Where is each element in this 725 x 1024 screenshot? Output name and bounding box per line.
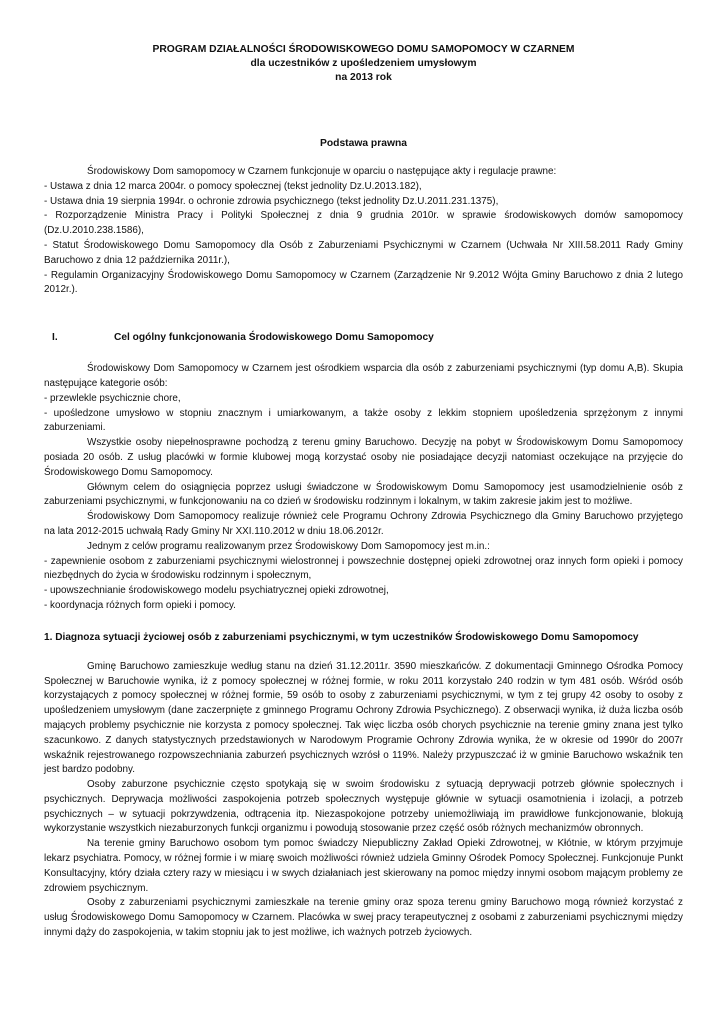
paragraph: Jednym z celów programu realizowanym przez Środowiskowy Dom Samopomocy jest m.in.: [87,540,490,552]
legal-basis-item: - Statut Środowiskowego Domu Samopomocy dla Osób z Zaburzeniami Psychicznymi w Czarnem (Uchwała Nr XIII.58.2011 Rady Gminy Baruchowo z dnia 12 października 2011r.), [44,239,683,266]
goal-item: - koordynacja różnych form opieki i pomocy. [44,599,236,611]
goal-item: - zapewnienie osobom z zaburzeniami psychicznymi wielostronnej i powszechnie dostępnej opieki zdrowotnej oraz innych form opieki i pomocy niezbędnych do życia w środowisku rodzinnym i społecznym, [44,555,683,582]
legal-basis-heading: Podstawa prawna [320,138,407,149]
paragraph: Na terenie gminy Baruchowo osobom tym pomoc świadczy Niepubliczny Zakład Opieki Zdrowotnej, w Kłótnie, w którym przyjmuje lekarz psychiatra. Pomocy, w różnej formie i w miarę swoich możliwości również udziela Gminny Ośrodek Pomocy Społecznej. Funkcjonuje Punkt Konsultacyjny, który działa cztery razy w miesiącu i w swych działaniach jest skierowany na pomoc między innymi osobom mającym problemy ze zdrowiem psychicznym. [44,838,683,894]
section-number: I. [52,332,58,344]
goal-item: - upowszechnianie środowiskowego modelu psychiatrycznej opieki zdrowotnej, [44,585,389,597]
legal-basis-item: - Ustawa z dnia 12 marca 2004r. o pomocy społecznej (tekst jednolity Dz.U.2013.182), [44,180,422,192]
category-item: - przewlekle psychicznie chore, [44,392,181,404]
section-title: Cel ogólny funkcjonowania Środowiskowego Domu Samopomocy [114,332,434,344]
document-title: PROGRAM DZIAŁALNOŚCI ŚRODOWISKOWEGO DOMU SAMOPOMOCY W CZARNEM [152,44,575,55]
section-heading-general-goal [44,332,683,343]
legal-basis-intro: Środowiskowy Dom samopomocy w Czarnem funkcjonuje w oparciu o następujące akty i regulacje prawne: [87,166,557,177]
diagnosis-section [44,660,683,941]
category-item: - upośledzone umysłowo w stopniu znacznym i umiarkowanym, a także osoby z lekkim stopniem upośledzenia sprzężonym z innymi zaburzeniami. [44,407,683,434]
section-heading-diagnosis: 1. Diagnoza sytuacji życiowej osób z zaburzeniami psychicznymi, w tym uczestników Środowiskowego Domu Samopomocy [44,631,639,643]
legal-basis-item: - Ustawa dnia 19 sierpnia 1994r. o ochronie zdrowia psychicznego (tekst jednolity Dz.U.2011.231.1375), [44,195,499,207]
document-year: na 2013 rok [335,72,392,83]
legal-basis-item: - Rozporządzenie Ministra Pracy i Polityki Społecznej z dnia 9 grudnia 2010r. w sprawie środowiskowych domów samopomocy (Dz.U.2010.238.1586), [44,210,683,237]
legal-basis-item: - Regulamin Organizacyjny Środowiskowego Domu Samopomocy w Czarnem (Zarządzenie Nr 9.2012 Wójta Gminy Baruchowo z dnia 2 lutego 2012r.). [44,269,683,296]
general-goal-section [44,362,683,614]
paragraph: Gminę Baruchowo zamieszkuje według stanu na dzień 31.12.2011r. 3590 mieszkańców. Z dokumentacji Gminnego Ośrodka Pomocy Społecznej w Baruchowie wynika, iż z pomocy społecznej w różnej formie, w roku 2011 korzystało 240 rodzin w tym 481 osób. Wśród osób korzystających z pomocy społecznej w różnej formie, 59 osób to osoby z zaburzeniami psychicznymi, w tym z tej grupy 42 osoby to osoby z upośledzeniem umysłowym (dane zaczerpnięte z gminnego Programu Ochrony Zdrowia Psychicznego). Z obserwacji wynika, iż duża liczba osób mających problemy psychicznie nie korzysta z pomocy społecznej. Tak więc liczba osób chorych psychicznie na terenie gminy znana jest tylko szacunkowo. Z danych statystycznych przedstawionych w Narodowym Programie Ochrony Zdrowia wynika, że w okresie od 1990r do 2007r wskaźnik rejestrowanego rozpowszechniania zaburzeń psychicznych wzrósł o 119%. Należy przypuszczać iż w gminie Baruchowo wskaźnik ten jest bardzo podobny. [44,660,683,776]
paragraph: Wszystkie osoby niepełnosprawne pochodzą z terenu gminy Baruchowo. Decyzję na pobyt w Środowiskowym Domu Samopomocy posiada 20 osób. Z usług placówki w formie klubowej mogą korzystać osoby nie posiadające decyzji natomiast oczekujące na przyjęcie do Środowiskowego Domu Samopomocy. [44,437,683,478]
legal-basis-section [44,165,683,298]
paragraph: Środowiskowy Dom Samopomocy w Czarnem jest ośrodkiem wsparcia dla osób z zaburzeniami psychicznymi (typ domu A,B). Skupia następujące kategorie osób: [44,363,683,389]
document-header [44,43,683,85]
paragraph: Środowiskowy Dom Samopomocy realizuje również cele Programu Ochrony Zdrowia Psychicznego dla Gminy Baruchowo przyjętego na lata 2012-2015 uchwałą Rady Gminy Nr XXI.110.2012 w dniu 18.06.2012r. [44,511,683,537]
paragraph: Osoby zaburzone psychicznie często spotykają się w swoim środowisku z sytuacją deprywacji potrzeb głównie społecznych i psychicznych. Deprywacja możliwości zaspokojenia potrzeb społecznych występuje głównie w sytuacji osamotnienia i izolacji, a potrzeb psychicznych – w sytuacji pokrzywdzenia, odtrącenia itp. Niezaspokojone potrzeby uniemożliwiają im prawidłowe funkcjonowanie, blokują wykorzystanie wszystkich niezaburzonych funkcji organizmu i powodują stosowanie przez część osób różnych mechanizmów obronnych. [44,779,683,835]
paragraph: Osoby z zaburzeniami psychicznymi zamieszkałe na terenie gminy oraz spoza terenu gminy Baruchowo mogą również korzystać z usług Środowiskowego Domu Samopomocy w Czarnem. Placówka w swej pracy terapeutycznej z osobami z zaburzeniami psychicznymi między innymi dąży do zaspokojenia, w takim stopniu jak to jest możliwe, ich ważnych potrzeb życiowych. [44,897,683,939]
paragraph: Głównym celem do osiągnięcia poprzez usługi świadczone w Środowiskowym Domu Samopomocy jest usamodzielnienie osób z zaburzeniami psychicznymi, w funkcjonowaniu na co dzień w środowisku rodzinnym i lokalnym, w takim zakresie jakim jest to możliwe. [44,481,683,508]
document-subtitle: dla uczestników z upośledzeniem umysłowym [250,58,477,69]
